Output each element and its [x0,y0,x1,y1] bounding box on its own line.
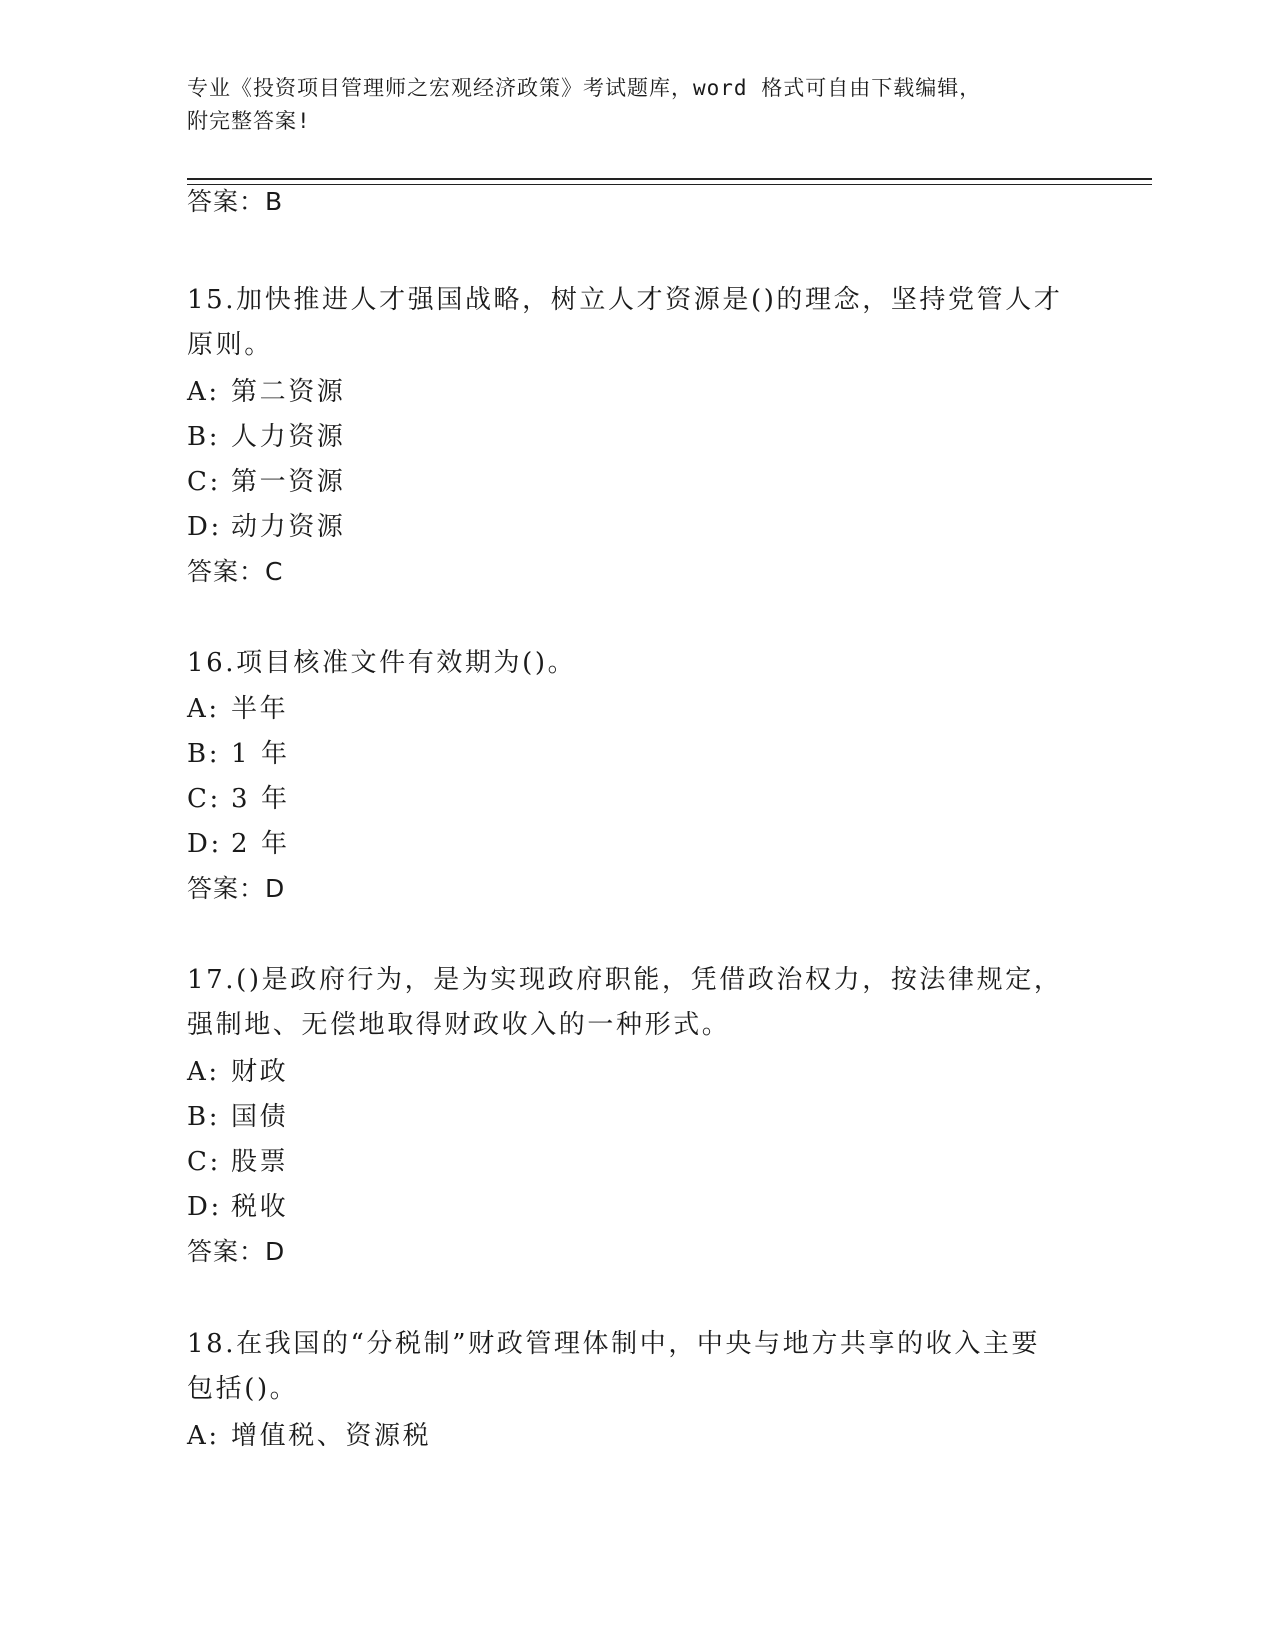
option-letter: A: [187,1421,220,1451]
document-header [187,72,1087,138]
option-text: 增值税、资源税 [231,1421,432,1451]
question-15-option-d [187,510,345,544]
question-16-option-a [187,692,288,726]
header-divider [187,178,1152,185]
option-letter: D: [187,1192,222,1222]
option-letter: D: [187,829,222,859]
option-letter: B: [187,422,221,452]
question-17-text: 17.()是政府行为，是为实现政府职能，凭借政治权力，按法律规定，强制地、无偿地取得财政收入的一种形式。 [187,965,1063,1040]
question-17-option-a [187,1055,288,1089]
question-15-option-b [187,420,345,454]
option-text: 动力资源 [231,512,346,542]
question-15-text: 15.加快推进人才强国战略，树立人才资源是()的理念，坚持党管人才原则。 [187,285,1063,360]
option-text: 税收 [231,1192,289,1222]
question-15-option-c [187,465,345,499]
option-text: 人力资源 [231,422,346,452]
option-letter: D: [187,512,222,542]
option-letter: C: [187,784,221,814]
option-letter: C: [187,467,221,497]
question-16-option-c [187,782,290,816]
option-text: 第二资源 [231,377,346,407]
option-letter: A: [187,377,220,407]
option-text: 股票 [231,1147,289,1177]
option-letter: A: [187,1057,220,1087]
question-17-answer: 答案：D [187,1237,286,1266]
header-line-1: 专业《投资项目管理师之宏观经济政策》考试题库，word 格式可自由下载编辑， [187,76,982,100]
question-18-text: 18.在我国的“分税制”财政管理体制中，中央与地方共享的收入主要包括()。 [187,1329,1041,1404]
option-letter: A: [187,694,220,724]
header-line-2: 附完整答案! [187,109,311,133]
option-text: 2 年 [231,829,290,859]
question-16-answer: 答案：D [187,874,286,903]
option-text: 第一资源 [231,467,346,497]
question-15-option-a [187,375,345,409]
option-letter: B: [187,739,221,769]
option-text: 3 年 [231,784,290,814]
option-letter: B: [187,1102,221,1132]
answer-prev: 答案：B [187,187,284,216]
option-text: 国债 [231,1102,289,1132]
question-16-option-d [187,827,290,861]
question-16-text: 16.项目核准文件有效期为()。 [187,648,577,678]
option-text: 财政 [231,1057,289,1087]
option-text: 半年 [231,694,289,724]
option-letter: C: [187,1147,221,1177]
option-text: 1 年 [231,739,290,769]
question-17-option-b [187,1100,288,1134]
question-17-option-d [187,1190,288,1224]
question-16-option-b [187,737,290,771]
question-15-answer: 答案：C [187,557,284,586]
question-18-option-a [187,1419,431,1453]
question-17-option-c [187,1145,288,1179]
